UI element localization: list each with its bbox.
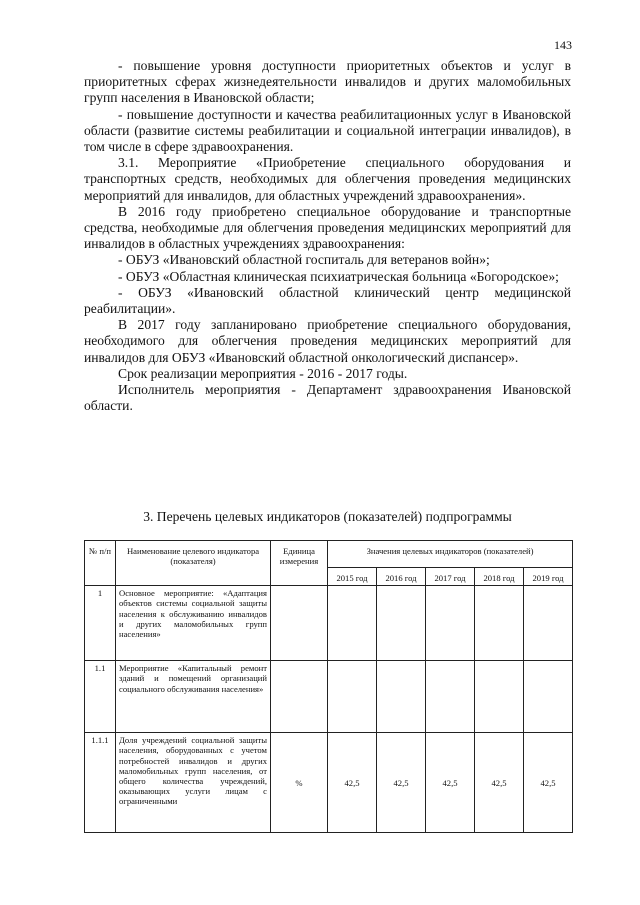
row-num: 1: [85, 586, 116, 661]
row-num: 1.1.1: [85, 733, 116, 833]
header-values: Значения целевых индикаторов (показателей): [328, 541, 573, 568]
header-num: № п/п: [85, 541, 116, 586]
row-value: [475, 661, 524, 733]
row-unit: %: [271, 733, 328, 833]
header-year: 2019 год: [524, 568, 573, 586]
row-value: [426, 586, 475, 661]
row-value: 42,5: [328, 733, 377, 833]
page-number: 143: [554, 38, 572, 52]
paragraph: - ОБУЗ «Областная клиническая психиатрическая больница «Богородское»;: [118, 268, 559, 284]
indicators-table: [84, 540, 573, 833]
row-value: 42,5: [377, 733, 426, 833]
paragraph: Срок реализации мероприятия - 2016 - 2017 годы.: [118, 365, 408, 381]
paragraph: - ОБУЗ «Ивановский областной госпиталь для ветеранов войн»;: [118, 252, 490, 268]
paragraph: В 2017 году запланировано приобретение специального оборудования, необходимого для облегчения проведения медицинских мероприятий для инвалидов для ОБУЗ «Ивановский областной онкологический диспансер».: [84, 317, 571, 365]
row-unit: [271, 661, 328, 733]
paragraph: 3.1. Мероприятие «Приобретение специального оборудования и транспортных средств, необходимых для облегчения проведения медицинских мероприятий для инвалидов, для областных учреждений здравоохранения».: [84, 155, 571, 203]
body-text: [84, 58, 571, 414]
row-value: 42,5: [524, 733, 573, 833]
header-year: 2018 год: [475, 568, 524, 586]
row-unit: [271, 586, 328, 661]
table-row: [85, 586, 573, 661]
header-unit: Единица измерения: [271, 541, 328, 586]
paragraph: - ОБУЗ «Ивановский областной клинический центр медицинской реабилитации».: [84, 284, 571, 317]
header-name: Наименование целевого индикатора (показателя): [116, 541, 271, 586]
row-value: [328, 661, 377, 733]
paragraph: В 2016 году приобретено специальное оборудование и транспортные средства, необходимые для облегчения проведения медицинских мероприятий для инвалидов в областных учреждениях здравоохранения:: [84, 203, 571, 252]
row-value: 42,5: [475, 733, 524, 833]
row-value: [524, 661, 573, 733]
row-value: [377, 661, 426, 733]
row-num: 1.1: [85, 661, 116, 733]
row-value: [426, 661, 475, 733]
row-value: 42,5: [426, 733, 475, 833]
header-year: 2017 год: [426, 568, 475, 586]
row-value: [377, 586, 426, 661]
row-value: [328, 586, 377, 661]
row-value: [524, 586, 573, 661]
paragraph: - повышение уровня доступности приоритетных объектов и услуг в приоритетных сферах жизнедеятельности инвалидов и других маломобильных групп населения в Ивановской области;: [84, 58, 571, 106]
table-row: [85, 661, 573, 733]
section-title: 3. Перечень целевых индикаторов (показателей) подпрограммы: [143, 509, 512, 524]
row-name: Мероприятие «Капитальный ремонт зданий и помещений организаций социального обслуживания населения»: [116, 661, 271, 733]
paragraph: - повышение доступности и качества реабилитационных услуг в Ивановской области (развитие системы реабилитации и социальной интеграции инвалидов), в том числе в сфере здравоохранения.: [84, 106, 571, 155]
paragraph: Исполнитель мероприятия - Департамент здравоохранения Ивановской области.: [84, 382, 571, 414]
row-name: Основное мероприятие: «Адаптация объектов системы социальной защиты населения к обслуживанию инвалидов и других маломобильных групп населения»: [116, 586, 271, 661]
row-value: [475, 586, 524, 661]
header-year: 2016 год: [377, 568, 426, 586]
table-row: [85, 733, 573, 833]
row-name: Доля учреждений социальной защиты населения, оборудованных с учетом потребностей инвалидов и других маломобильных групп населения, от общего количества учреждений, оказывающих услуги лицам с ограниченными: [116, 733, 271, 833]
header-year: 2015 год: [328, 568, 377, 586]
